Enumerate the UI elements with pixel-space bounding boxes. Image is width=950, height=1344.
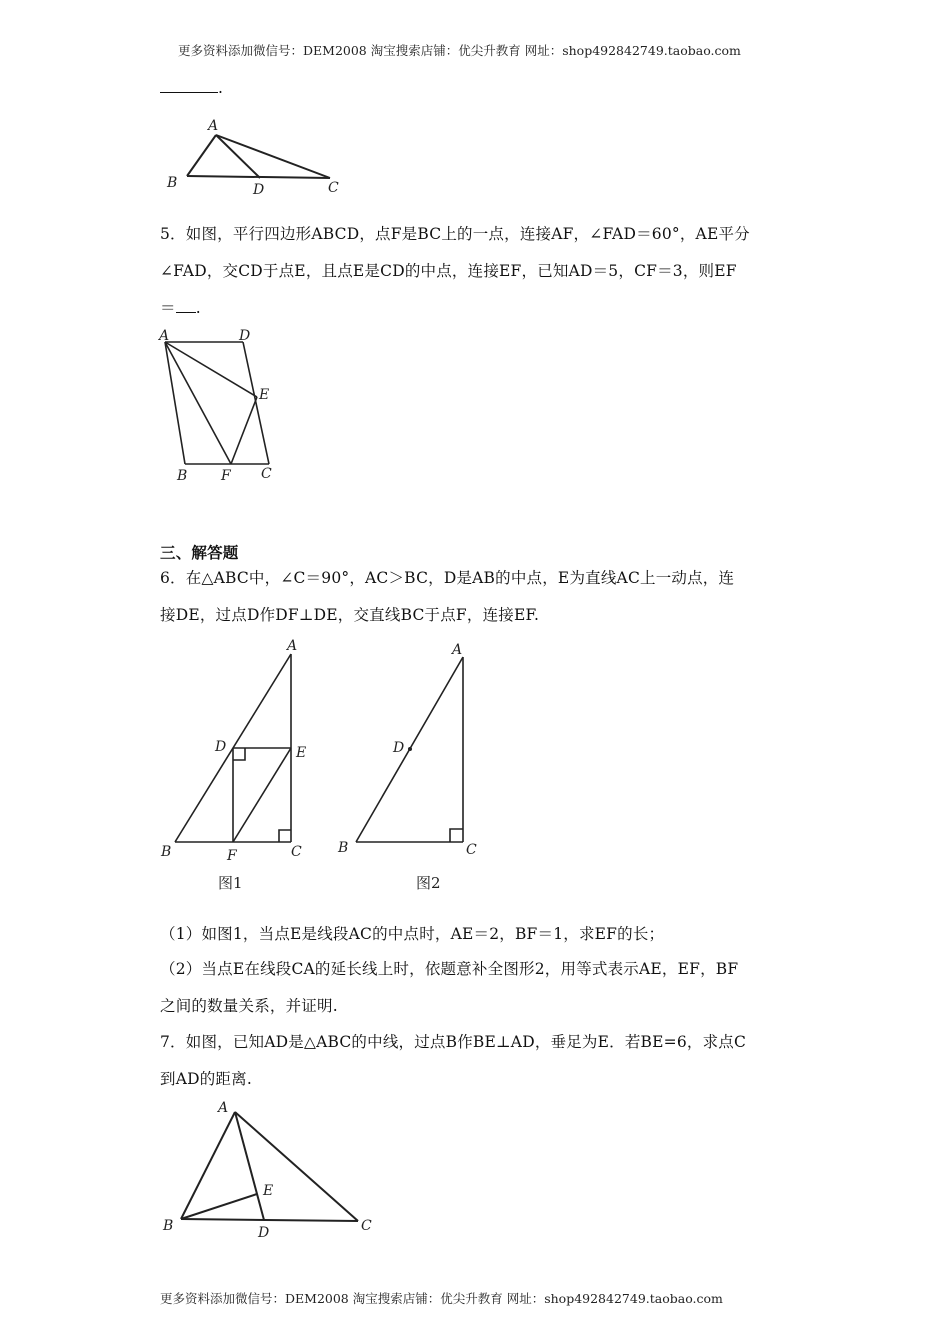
q5-figure	[155, 322, 290, 487]
label-c: C	[261, 466, 272, 482]
q5-line-3-pre: ＝	[160, 299, 176, 317]
section-title: 三、解答题	[160, 543, 239, 562]
q6-figure-1	[155, 630, 325, 895]
q5-line-1: 5．如图，平行四边形ABCD，点F是BC上的一点，连接AF，∠FAD＝60°，AE平分	[160, 225, 750, 243]
point-d	[408, 747, 412, 751]
segment-ad	[235, 1112, 264, 1220]
label-b: B	[161, 844, 172, 860]
q6-line-2: 接DE，过点D作DF⊥DE，交直线BC于点F，连接EF.	[160, 606, 540, 624]
page-header: 更多资料添加微信号：DEM2008 淘宝搜索店铺：优尖升教育 网址：shop492842749.taobao.com	[178, 43, 741, 58]
q5-line-3	[160, 296, 201, 318]
segment-bc	[187, 176, 330, 178]
label-d: D	[258, 1225, 270, 1241]
label-a: A	[208, 118, 219, 134]
label-b: B	[338, 840, 349, 856]
q6-part-2-line-2: 之间的数量关系，并证明.	[160, 997, 338, 1015]
segment-ad	[216, 135, 260, 178]
segment-ab	[187, 135, 216, 176]
q6-part-2-line-1: （2）当点E在线段CA的延长线上时，依题意补全图形2，用等式表示AE，EF，BF	[160, 960, 739, 978]
q4-figure	[160, 112, 360, 202]
label-b: B	[177, 468, 188, 484]
q6-figure-2	[330, 630, 490, 895]
label-f: F	[227, 848, 237, 864]
segment-fe	[231, 397, 257, 464]
q5-line-3-post: .	[195, 299, 201, 317]
q7-figure	[155, 1095, 385, 1245]
right-angle-c	[450, 829, 463, 842]
answer-blank	[160, 78, 218, 93]
q5-line-2: ∠FAD，交CD于点E，且点E是CD的中点，连接EF，已知AD＝5，CF＝3，则EF	[160, 262, 737, 280]
label-a: A	[452, 642, 463, 658]
label-a: A	[159, 328, 170, 344]
label-d: D	[215, 739, 227, 755]
label-a: A	[218, 1100, 229, 1116]
label-e: E	[263, 1183, 274, 1199]
label-d: D	[393, 740, 405, 756]
label-e: E	[259, 387, 270, 403]
segment-bc	[181, 1219, 358, 1221]
q4-answer-line	[160, 78, 223, 97]
label-e: E	[296, 745, 307, 761]
q7-line-1: 7．如图，已知AD是△ABC的中线，过点B作BE⊥AD，垂足为E．若BE=6，求点C	[160, 1033, 747, 1051]
segment-dc	[243, 342, 269, 464]
right-angle-d	[233, 748, 245, 760]
label-c: C	[361, 1218, 372, 1234]
label-b: B	[163, 1218, 174, 1234]
label-b: B	[167, 175, 178, 191]
answer-blank	[176, 298, 196, 313]
label-c: C	[291, 844, 302, 860]
q4-tail: .	[218, 79, 224, 97]
label-c: C	[328, 180, 339, 196]
label-d: D	[239, 328, 251, 344]
label-c: C	[466, 842, 477, 858]
label-a: A	[287, 638, 298, 654]
figure-2-caption: 图2	[416, 874, 441, 892]
q6-line-1: 6．在△ABC中，∠C＝90°，AC＞BC，D是AB的中点，E为直线AC上一动点，连	[160, 569, 735, 587]
segment-ac	[235, 1112, 358, 1221]
segment-ae	[165, 342, 257, 397]
segment-fe	[233, 748, 291, 842]
q6-part-1: （1）如图1，当点E是线段AC的中点时，AE＝2，BF＝1，求EF的长；	[160, 925, 665, 943]
label-d: D	[253, 182, 265, 198]
q7-line-2: 到AD的距离.	[160, 1070, 252, 1088]
segment-ac	[216, 135, 330, 178]
label-f: F	[221, 468, 231, 484]
page-footer: 更多资料添加微信号：DEM2008 淘宝搜索店铺：优尖升教育 网址：shop492842749.taobao.com	[160, 1291, 723, 1306]
right-angle-c	[279, 830, 291, 842]
figure-1-caption: 图1	[218, 874, 243, 892]
